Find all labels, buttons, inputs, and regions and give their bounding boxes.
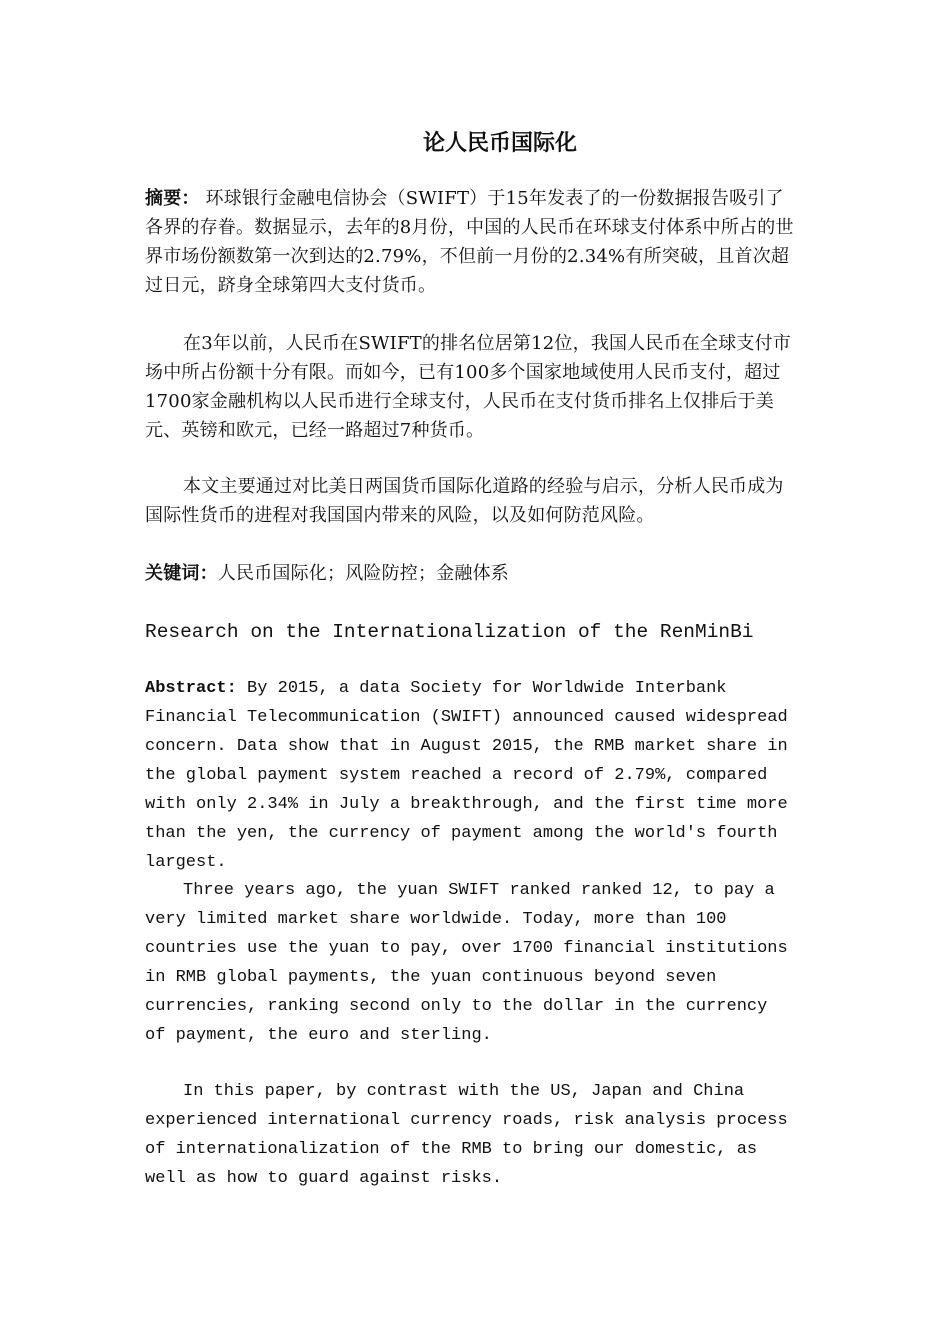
english-paragraph-3: In this paper, by contrast with the US, Japan and China experienced international currency roads, risk analysis process of internationalization of the RMB to bring our domestic, as well as how to guard against risks. <box>145 1082 788 1188</box>
english-title: Research on the Internationalization of the RenMinBi <box>145 621 754 643</box>
chinese-title: 论人民币国际化 <box>422 131 577 156</box>
chinese-abstract-text: 环球银行金融电信协会（SWIFT）于15年发表了的一份数据报告吸引了各界的存眷。数据显示，去年的8月份，中国的人民币在环球支付体系中所占的世界市场份额数第一次到达的2.79%，不但前一月份的2.34%有所突破，且首次超过日元，跻身全球第四大支付货币。 <box>145 188 794 296</box>
english-paragraph-2: Three years ago, the yuan SWIFT ranked ranked 12, to pay a very limited market share worldwide. Today, more than 100 countries use the yuan to pay, over 1700 financial institutions in RMB global payments, the yuan continuous beyond seven currencies, ranking second only to the dollar in the currency of payment, the euro and sterling. <box>145 881 788 1045</box>
chinese-paragraph-2: 在3年以前，人民币在SWIFT的排名位居第12位，我国人民币在全球支付市场中所占份额十分有限。而如今，已有100多个国家地域使用人民币支付，超过1700家金融机构以人民币进行全球支付，人民币在支付货币排名上仅排后于美元、英镑和欧元，已经一路超过7种货币。 <box>145 333 791 441</box>
chinese-paragraph-3: 本文主要通过对比美日两国货币国际化道路的经验与启示，分析人民币成为国际性货币的进程对我国国内带来的风险，以及如何防范风险。 <box>145 476 784 526</box>
chinese-keywords-label: 关键词： <box>145 563 218 584</box>
chinese-keywords <box>145 559 795 588</box>
english-abstract-text: By 2015, a data Society for Worldwide Interbank Financial Telecommunication (SWIFT) announced caused widespread concern. Data show that in August 2015, the RMB market share in the global payment system reached a record of 2.79%, compared with only 2.34% in July a breakthrough, and the first time more than the yen, the currency of payment among the world's fourth largest. <box>145 679 788 872</box>
chinese-abstract <box>145 184 795 300</box>
english-abstract-label: Abstract: <box>145 679 237 698</box>
chinese-keywords-text: 人民币国际化；风险防控；金融体系 <box>217 563 510 584</box>
chinese-abstract-label: 摘要： <box>145 188 200 209</box>
english-abstract <box>145 674 795 877</box>
